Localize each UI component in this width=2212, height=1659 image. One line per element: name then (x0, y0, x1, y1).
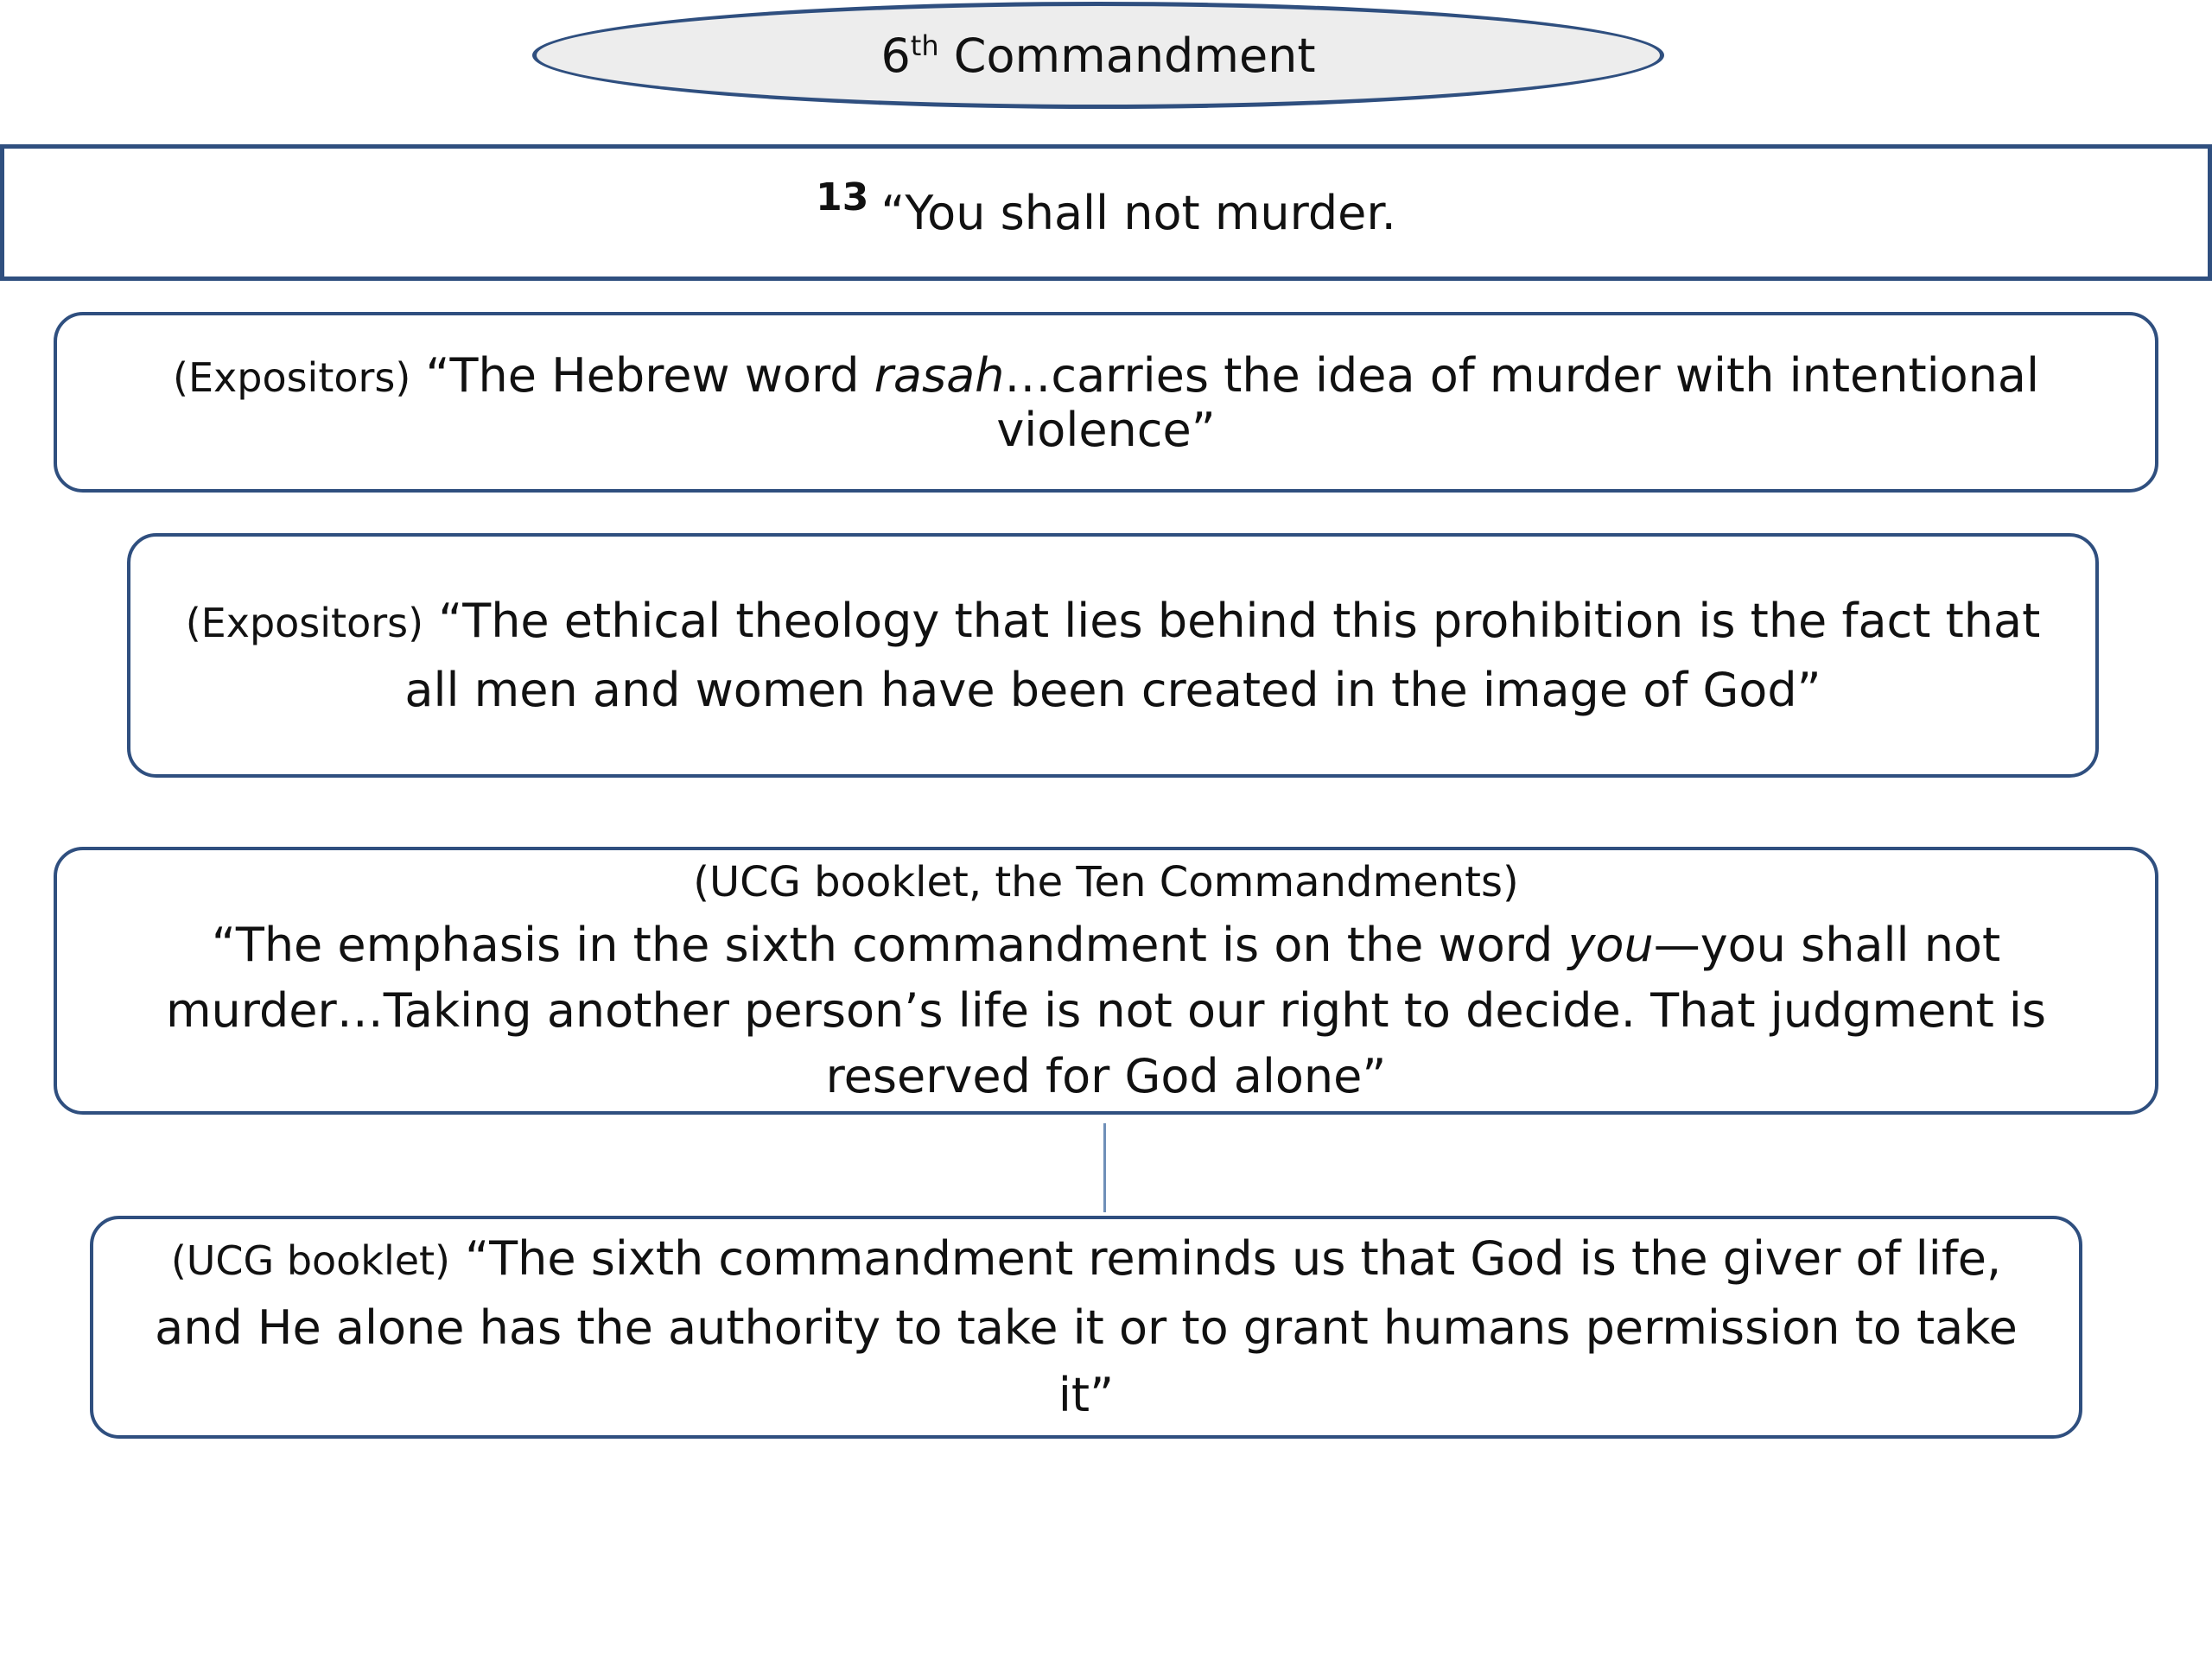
quote-source: (Expositors) (185, 599, 424, 646)
quote-source: (Expositors) (173, 353, 411, 401)
quote-italic-word: you (1567, 918, 1654, 972)
quote-body-end: …carries the idea of murder with intentional violence” (996, 347, 2039, 457)
quote-text (93, 1225, 2079, 1429)
title-ordinal-suffix: th (910, 29, 939, 62)
title-word: Commandment (953, 28, 1316, 83)
verse-line (816, 175, 1396, 240)
quote-body: “The ethical theology that lies behind this prohibition is the fact that all men and women have been created in the image of God” (404, 593, 2041, 717)
quote-body-end: —you shall not murder…Taking another person’s life is not our right to decide. That judgment is reserved for God alone” (165, 918, 2047, 1103)
quote-box-ucg-giver-of-life (90, 1216, 2082, 1439)
quote-source: (UCG booklet, the Ten Commandments) (693, 858, 1519, 906)
title-text (880, 29, 1315, 83)
title-number: 6 (880, 28, 911, 83)
quote-text (57, 348, 2155, 457)
quote-text (57, 912, 2155, 1109)
verse-box (0, 144, 2212, 281)
verse-text: “You shall not murder. (880, 185, 1396, 240)
title-oval (532, 2, 1664, 109)
quote-box-expositors-rasah (54, 312, 2158, 493)
quote-text (130, 588, 2095, 724)
quote-italic-word: rasah (874, 347, 1005, 403)
connector-line (1103, 1123, 1106, 1212)
verse-number: 13 (816, 175, 869, 219)
quote-box-ucg-ten-commandments (54, 847, 2158, 1115)
quote-body-start: “The emphasis in the sixth commandment is on the word (211, 918, 1568, 972)
quote-body-start: “The Hebrew word (410, 347, 874, 403)
quote-source: (UCG booklet) (170, 1237, 451, 1284)
quote-box-expositors-image-of-god (127, 533, 2099, 778)
quote-body: “The sixth commandment reminds us that God is the giver of life, and He alone has the authority to take it or to grant humans permission to take it” (155, 1231, 2018, 1422)
